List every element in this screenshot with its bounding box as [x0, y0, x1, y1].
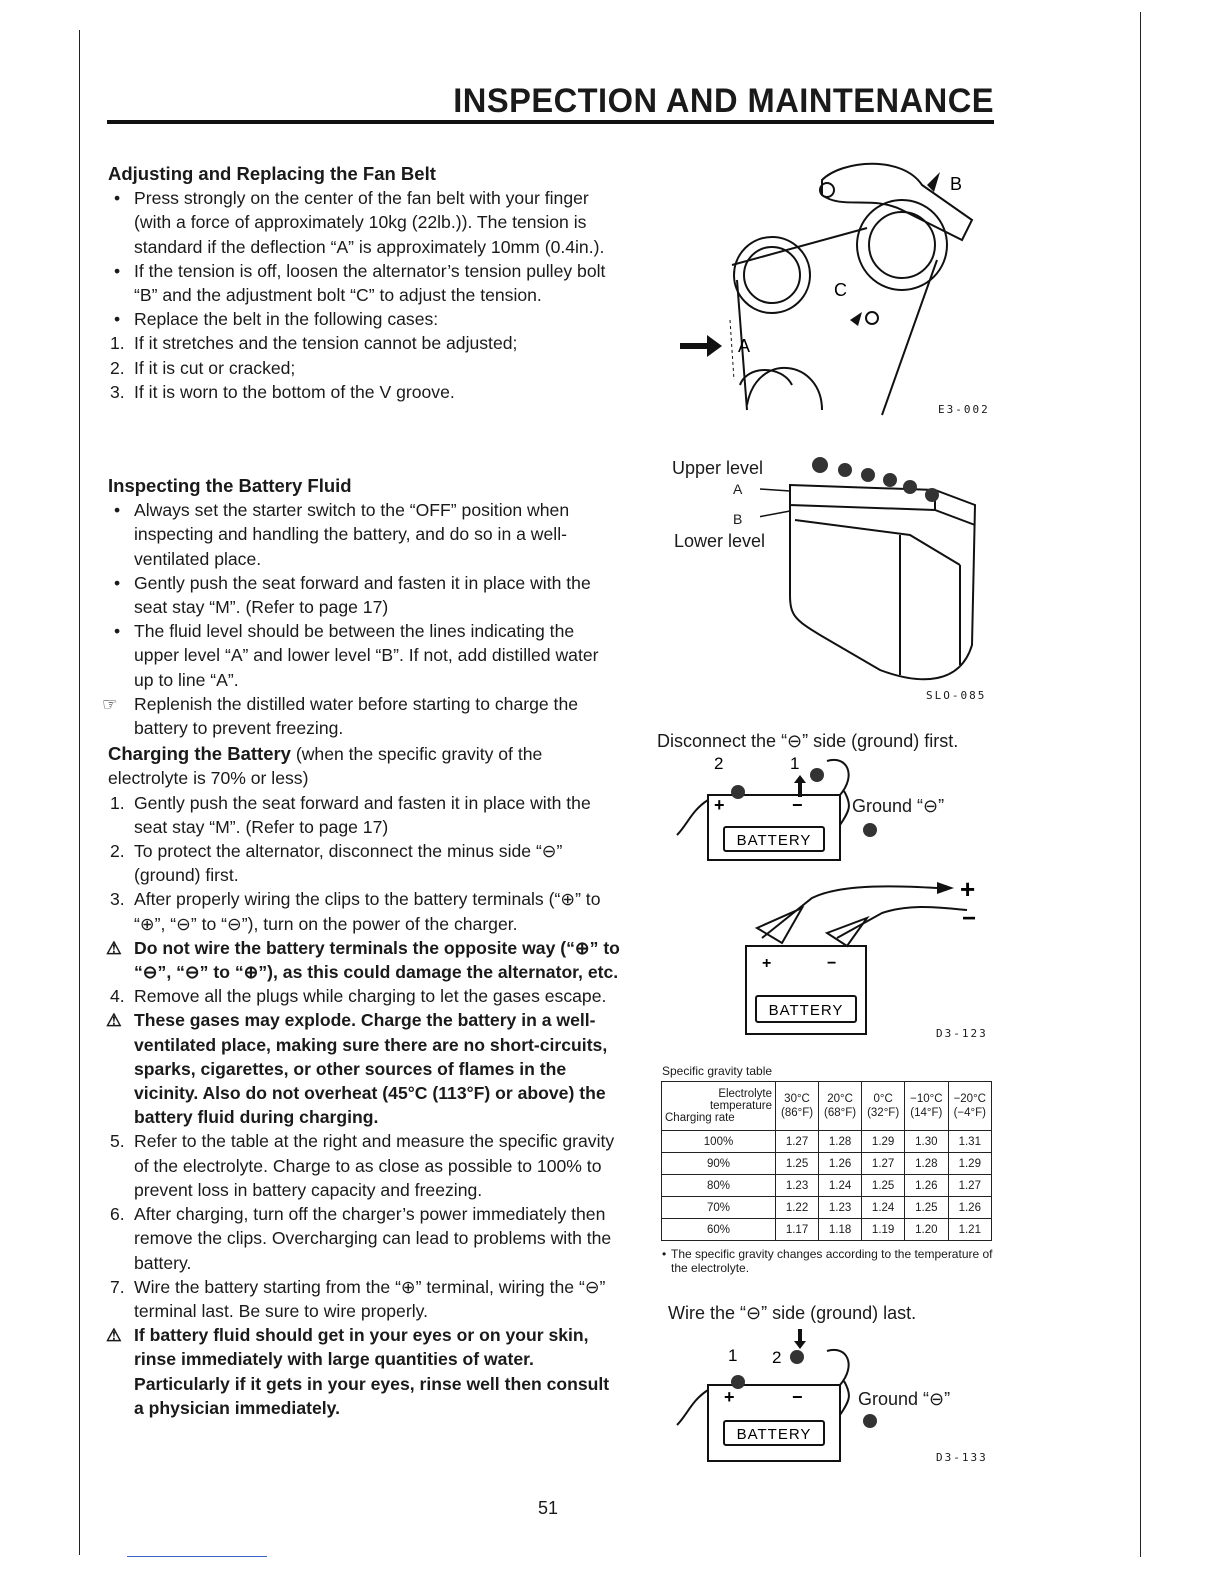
bottom-blue-line — [127, 1556, 267, 1557]
list-item: 2. If it is cut or cracked; — [110, 357, 296, 378]
page-title: INSPECTION AND MAINTENANCE — [453, 82, 995, 120]
temp-header: 20°C (68°F) — [819, 1082, 862, 1131]
charging-heading-note: (when the specific gravity of the electrolyte is 70% or less) — [108, 744, 543, 789]
charger-battery-diagram — [742, 868, 992, 1038]
list-item: • Gently push the seat forward and fasten it in place with the seat stay “M”. (Refer to page 17) — [114, 572, 591, 618]
specific-gravity-table — [661, 1081, 992, 1241]
warning-icon: ⚠ — [106, 1325, 122, 1346]
list-item: • The fluid level should be between the lines indicating the upper level “A” and lower level “B”. If not, add distilled water up to line “A”. — [114, 621, 599, 690]
table-row: 90% 1.25 1.26 1.27 1.28 1.29 — [662, 1153, 992, 1175]
list-item: 2. To protect the alternator, disconnect the minus side “⊖” (ground) first. — [110, 841, 563, 886]
title-rule — [107, 120, 994, 124]
list-item: 1. If it stretches and the tension cannot be adjusted; — [110, 333, 518, 354]
list-item: 3. If it is worn to the bottom of the V groove. — [110, 381, 455, 402]
list-item: 1. Gently push the seat forward and fasten it in place with the seat stay “M”. (Refer to page 17) — [110, 792, 591, 837]
table-header-row — [662, 1082, 992, 1131]
battery-level-diagram — [760, 445, 985, 685]
step-number: 2 — [772, 1348, 782, 1367]
list-item: • Replace the belt in the following cases: — [114, 309, 439, 330]
minus-terminal: − — [827, 955, 837, 972]
battery-label: BATTERY — [736, 1426, 812, 1443]
note-item: ☞ Replenish the distilled water before starting to charge the battery to prevent freezing. — [102, 693, 579, 739]
fan-belt-section — [108, 162, 622, 404]
step-number: 1 — [728, 1346, 738, 1365]
charger-plus: + — [960, 874, 976, 904]
level-a-label: A — [733, 481, 743, 497]
fig-label-b: B — [950, 174, 963, 194]
minus-terminal: − — [792, 795, 803, 815]
step-number: 2 — [714, 755, 724, 773]
charging-heading: Charging the Battery — [108, 743, 291, 765]
list-item: 7. Wire the battery starting from the “⊕” terminal, wiring the “⊖” terminal last. Be sure to wire properly. — [110, 1276, 606, 1321]
table-row: 70% 1.22 1.23 1.24 1.25 1.26 — [662, 1197, 992, 1219]
ground-label: Ground “⊖” — [852, 796, 945, 816]
warning-icon: ⚠ — [106, 1010, 122, 1031]
table-row: 100% 1.27 1.28 1.29 1.30 1.31 — [662, 1131, 992, 1153]
press-arrow-icon — [680, 335, 722, 357]
left-margin-line — [79, 30, 80, 1555]
table-row: 60% 1.17 1.18 1.19 1.20 1.21 — [662, 1219, 992, 1241]
figure-code: SLO-085 — [926, 689, 987, 702]
warning-icon: ⚠ — [106, 937, 122, 958]
level-b-label: B — [733, 511, 743, 527]
warning-item: ⚠ These gases may explode. Charge the battery in a well-ventilated place, making sure there are no short-circuits, sparks, cigarettes, or other sources of flames in the vicinity. Also do not overheat (45°C (113°F) or above) the battery fluid during charging. — [106, 1010, 608, 1128]
plus-terminal: + — [714, 795, 725, 815]
figure-code: D3-133 — [936, 1451, 988, 1464]
charging-heading-row — [108, 742, 622, 790]
step-number: 1 — [790, 755, 800, 773]
temp-header: −20°C (−4°F) — [948, 1082, 991, 1131]
down-arrow-icon — [794, 1329, 806, 1349]
list-item: 5. Refer to the table at the right and measure the specific gravity of the electrolyte. Charge to as close as possible to 100% to prevent loss in battery capacity and freezing. — [110, 1131, 615, 1200]
table-note: • The specific gravity changes according to the temperature of the electrolyte. — [662, 1247, 993, 1275]
list-item: 4. Remove all the plugs while charging to let the gases escape. — [110, 986, 607, 1007]
warning-item: ⚠ Do not wire the battery terminals the opposite way (“⊕” to “⊖”, “⊖” to “⊕”), as this could damage the alternator, etc. — [106, 937, 620, 983]
fig-label-c: C — [834, 280, 847, 300]
table-title: Specific gravity table — [662, 1064, 773, 1078]
battery-label: BATTERY — [768, 1002, 844, 1019]
fan-belt-heading: Adjusting and Replacing the Fan Belt — [108, 163, 436, 184]
temp-header: 0°C (32°F) — [862, 1082, 905, 1131]
list-item: • If the tension is off, loosen the alternator’s tension pulley bolt “B” and the adjustment bolt “C” to adjust the tension. — [114, 260, 606, 306]
list-item: 6. After charging, turn off the charger’s power immediately then remove the clips. Overcharging can lead to problems with the battery. — [110, 1204, 612, 1273]
list-item: • Press strongly on the center of the fan belt with your finger (with a force of approximately 10kg (22lb.)). The tension is standard if the deflection “A” is approximately 10mm (0.4in.). — [114, 188, 605, 257]
minus-terminal: − — [792, 1387, 803, 1407]
warning-item: ⚠ If battery fluid should get in your eyes or on your skin, rinse immediately with large quantities of water. Particularly if it gets in your eyes, rinse well then consult a physician immediately. — [106, 1325, 610, 1418]
table-corner-cell: Electrolyte temperature Charging rate — [662, 1082, 776, 1131]
charger-minus: − — [962, 905, 977, 932]
wire-caption: Wire the “⊖” side (ground) last. — [668, 1303, 917, 1323]
fan-belt-diagram — [672, 150, 1002, 420]
battery-fluid-section — [102, 474, 622, 1420]
battery-fluid-heading: Inspecting the Battery Fluid — [108, 475, 352, 496]
plus-terminal: + — [762, 955, 772, 972]
right-margin-line — [1140, 12, 1141, 1557]
fig-label-a: A — [738, 336, 751, 356]
battery-label: BATTERY — [736, 832, 812, 849]
page-number: 51 — [538, 1498, 559, 1518]
figure-code: E3-002 — [938, 403, 990, 416]
upper-level-label: Upper level — [672, 458, 764, 478]
pointing-hand-icon: ☞ — [102, 693, 118, 714]
temp-header: 30°C (86°F) — [776, 1082, 819, 1131]
disconnect-caption: Disconnect the “⊖” side (ground) first. — [657, 731, 959, 751]
table-row: 80% 1.23 1.24 1.25 1.26 1.27 — [662, 1175, 992, 1197]
plus-terminal: + — [724, 1387, 735, 1407]
list-item: • Always set the starter switch to the “OFF” position when inspecting and handling the battery, and do so in a well-ventilated place. — [114, 500, 570, 569]
list-item: 3. After properly wiring the clips to the battery terminals (“⊕” to “⊕”, “⊖” to “⊖”), turn on the power of the charger. — [110, 889, 601, 934]
lower-level-label: Lower level — [674, 531, 766, 551]
ground-label: Ground “⊖” — [858, 1389, 951, 1409]
temp-header: −10°C (14°F) — [905, 1082, 948, 1131]
figure-code: D3-123 — [936, 1027, 988, 1040]
arrow-c-icon — [850, 312, 862, 326]
